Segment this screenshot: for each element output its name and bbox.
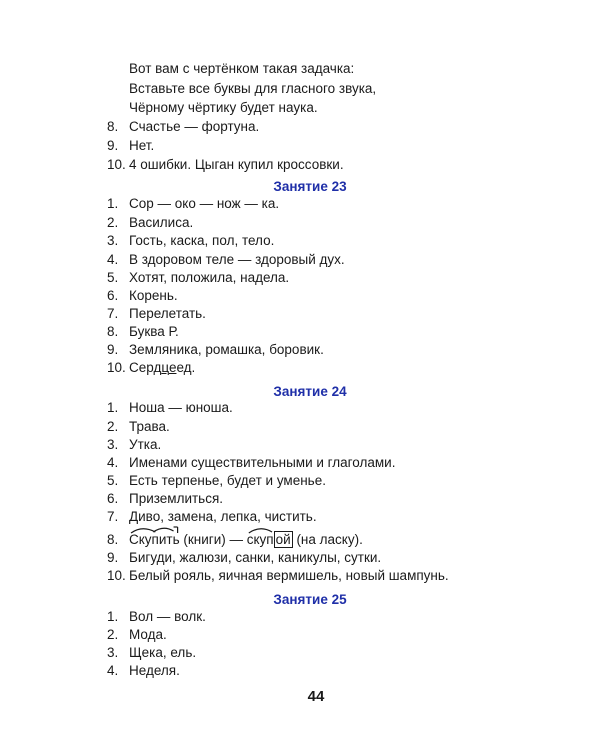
lesson-24-heading: Занятие 24 bbox=[273, 384, 347, 399]
word-with-root-arc: Скупить bbox=[129, 531, 180, 549]
root-arc-icon bbox=[247, 526, 274, 534]
page-number: 44 bbox=[307, 688, 325, 705]
underlined-letter: е bbox=[168, 360, 177, 375]
underlined-letter: ц bbox=[161, 360, 169, 375]
ending-box: ой bbox=[275, 532, 291, 547]
lesson-23-heading: Занятие 23 bbox=[273, 179, 347, 194]
root-arc-icon bbox=[129, 526, 180, 534]
lesson-25-heading: Занятие 25 bbox=[273, 592, 347, 607]
document-page: Вот вам с чертёнком такая задачка: Вставьте все буквы для гласного звука, Чёрному чёртику будет наука. 8. Счастье — фортуна. 9. Нет. 10. 4 ошибки. Цыган купил кроссовки. Занятие 23 1. Сор — око — нож — ка. 2. Василиса. 3. Гость, каска, пол, тело. 4. В здоровом теле — здоровый дух. 5. Хотят, положила, надела. 6. Корень. 7. Перелетать. 8. Буква Р. 9. Земляника, ромашка, боровик. 10. Сердцеед. Занятие 24 1. Ноша — юноша. 2. Трава. 3. Утка. 4. Именами существительными и глаголами. 5. Есть терпенье, будет и уменье. 6. Приземлиться. 7. Диво, замена, лепка, чистить. 8. Скупить (книги) — скуп ой (на ласку). 9. Бигуди, жалюзи, санки, каникулы, сутки. 10. Белый рояль, яичная вермишель, новый шампунь. Занятие 25 1. Вол — волк. 2. Мода. 3. Щека, ель. 4. Неделя. 44 bbox=[0, 0, 600, 750]
word-with-root-arc: скуп bbox=[247, 531, 274, 549]
